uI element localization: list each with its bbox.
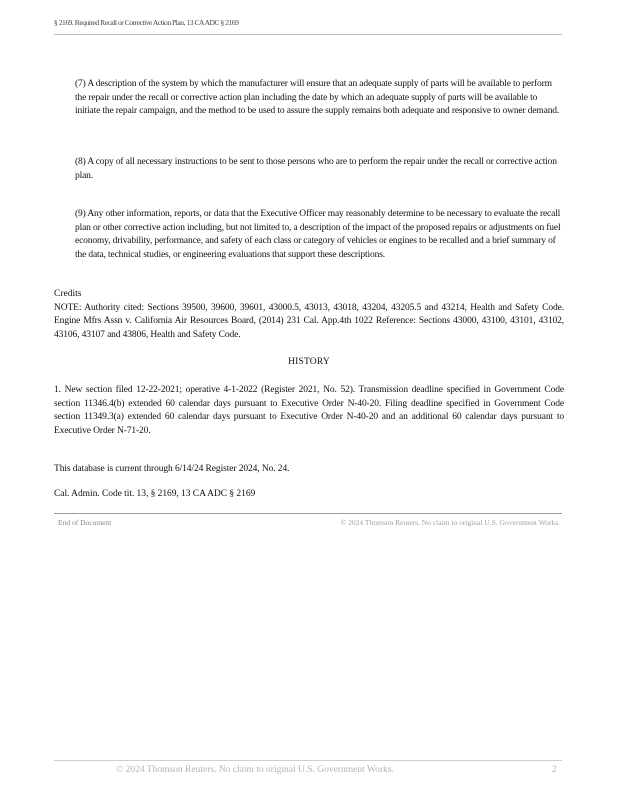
paragraph-7: (7) A description of the system by which the manufacturer will ensure that an adequate supply of parts will be available to perform the repair under the recall or corrective action plan including the date by which an adequate supply of parts will be available to initiate the repair campaign, and the method to be used to assure the supply remains both adequate and responsive to owner demand. [75, 79, 560, 117]
citation: Cal. Admin. Code tit. 13, § 2169, 13 CA ADC § 2169 [54, 489, 256, 499]
database-currency-note: This database is current through 6/14/24 Register 2024, No. 24. [54, 464, 290, 474]
footer-copyright: © 2024 Thomson Reuters. No claim to original U.S. Government Works. [116, 765, 394, 775]
paragraph-8: (8) A copy of all necessary instructions to be sent to those persons who are to perform the repair under the recall or corrective action plan. [75, 157, 557, 181]
credits-title: Credits [54, 289, 82, 299]
paragraph-9: (9) Any other information, reports, or data that the Executive Officer may reasonably determine to be necessary to evaluate the recall plan or other corrective action including, but not limited to, a description of the impact of the proposed repairs or adjustments on fuel economy, drivability, performance, and safety of each class or category of vehicles or engines to be recalled and a brief summary of the data, technical studies, or engineering evaluations that support these descriptions. [75, 209, 561, 260]
history-heading: HISTORY [288, 357, 330, 367]
end-of-document-copyright: © 2024 Thomson Reuters. No claim to original U.S. Government Works. [340, 518, 560, 527]
end-of-document-label: End of Document [58, 518, 112, 527]
footer-divider [54, 760, 562, 761]
page-number: 2 [552, 765, 557, 775]
running-header: § 2169. Required Recall or Corrective Action Plan, 13 CA ADC § 2169 [54, 18, 239, 27]
header-divider [54, 34, 562, 35]
credits-section [54, 288, 564, 342]
credits-note: NOTE: Authority cited: Sections 39500, 39600, 39601, 43000.5, 43013, 43018, 43204, 43205.5 and 43214, Health and Safety Code. Engine Mfrs Assn v. California Air Resources Board, (2014) 231 Cal. App.4th 1022 Reference: Sections 43000, 43100, 43101, 43102, 43106, 43107 and 43806, Health and Safety Code. [54, 302, 564, 340]
history-item: 1. New section filed 12-22-2021; operative 4-1-2022 (Register 2021, No. 52). Transmission deadline specified in Government Code section 11346.4(b) extended 60 calendar days pursuant to Executive Order N-40-20. Filing deadline specified in Government Code section 11349.3(a) extended 60 calendar days pursuant to Executive Order N-40-20 and an additional 60 calendar days pursuant to Executive Order N-71-20. [54, 385, 564, 436]
end-of-document-divider [54, 513, 562, 514]
